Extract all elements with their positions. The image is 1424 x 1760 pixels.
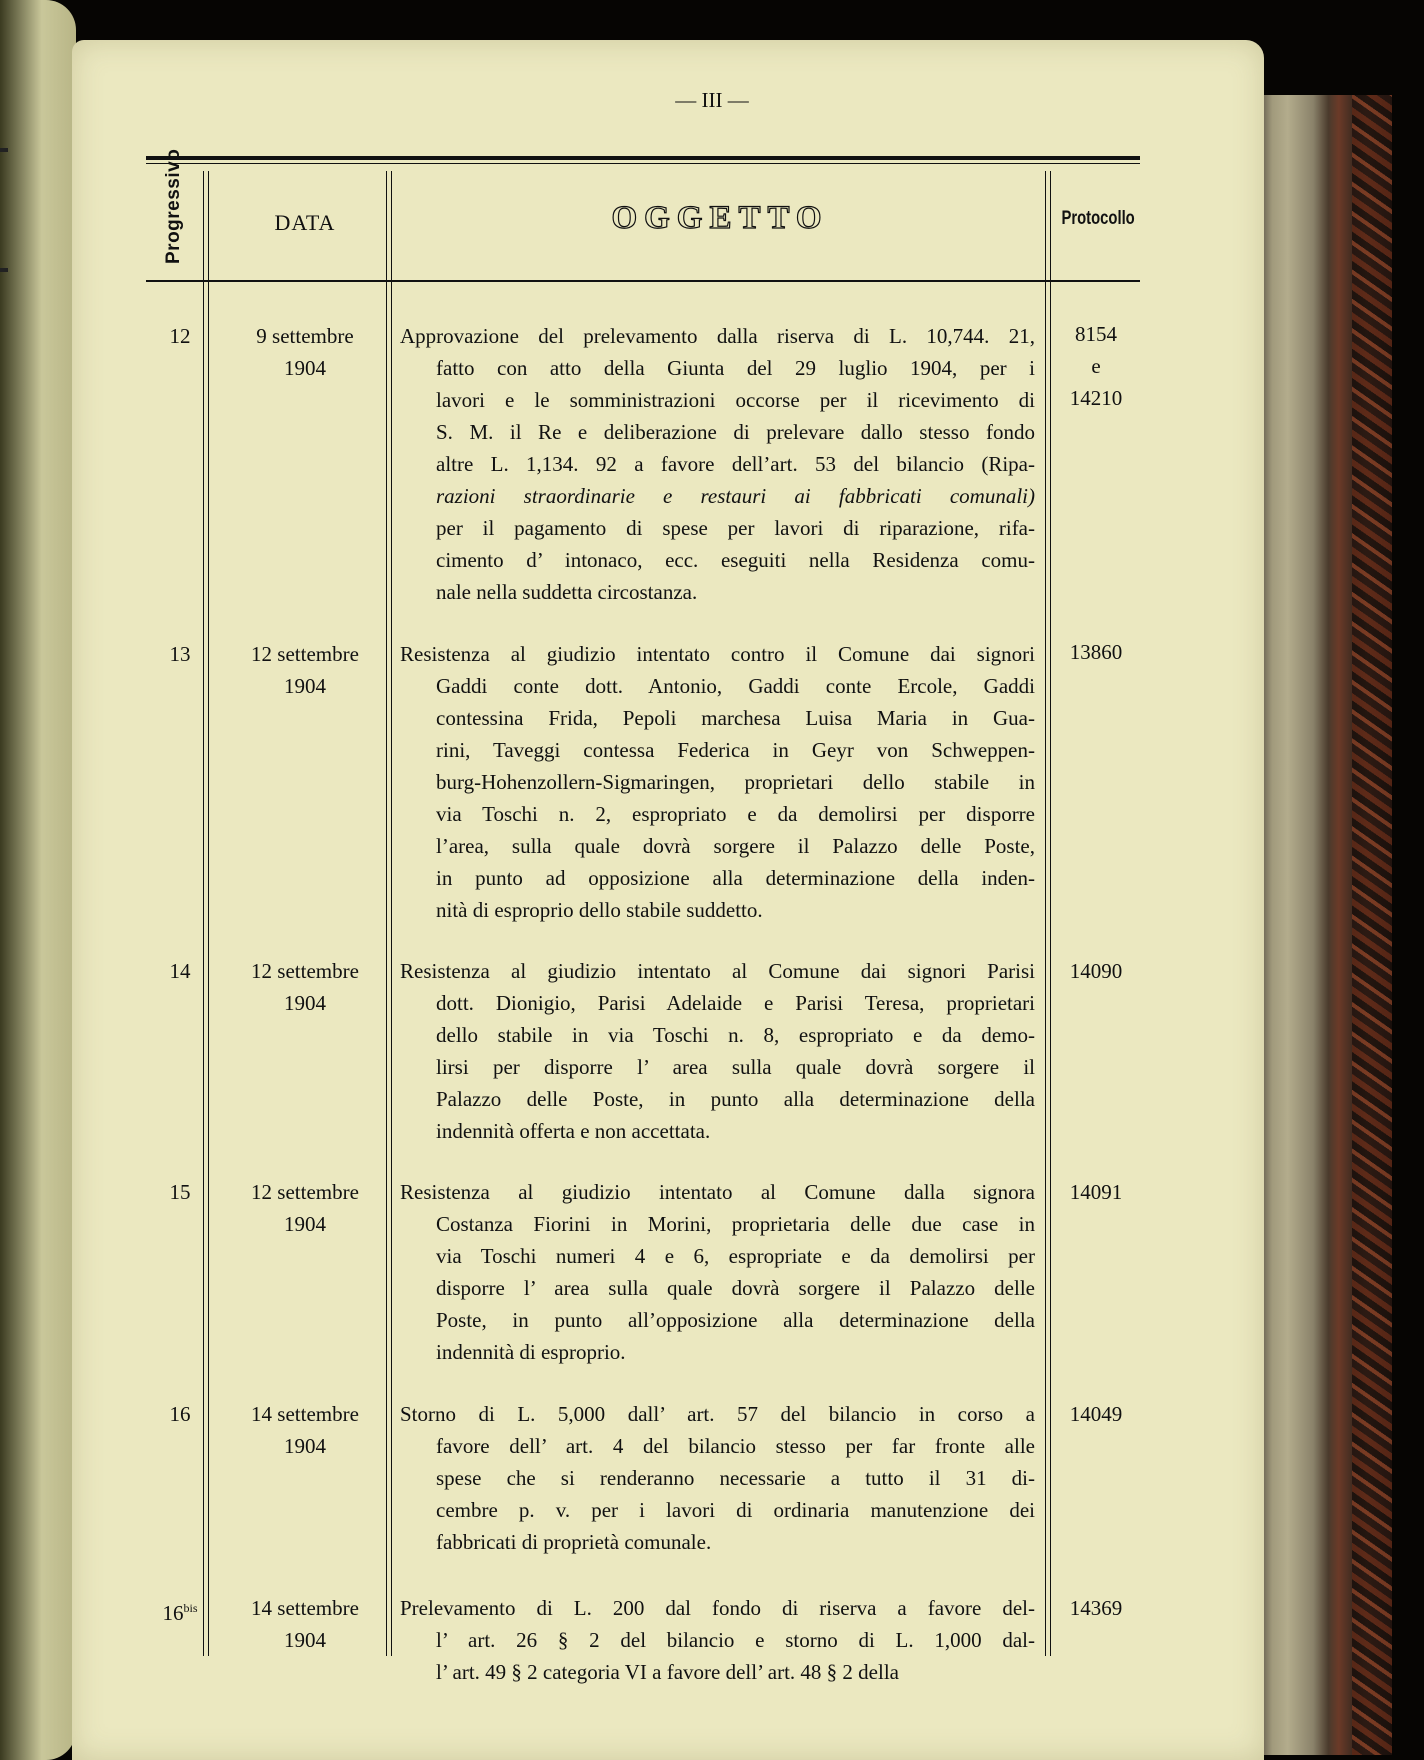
protocol-number: 14091: [1069, 1180, 1123, 1204]
object-line: per il pagamento di spese per lavori di riparazione, rifa-: [436, 516, 1035, 540]
entry-object: [400, 320, 1035, 608]
object-line: dello stabile in via Toschi n. 8, espropriato e da demo-: [436, 1023, 1035, 1047]
entry-number: 15: [169, 1180, 191, 1204]
object-line: nale nella suddetta circostanza.: [436, 580, 698, 604]
marbled-edge: [1352, 95, 1392, 1755]
entry-date: [220, 955, 390, 1019]
object-line: fabbricati di proprietà comunale.: [436, 1530, 712, 1554]
protocol-number: 14210: [1069, 386, 1123, 410]
object-line: l’ art. 26 § 2 del bilancio e storno di L. 1,000 dal-: [436, 1628, 1035, 1652]
entry-date: [220, 1398, 390, 1462]
date-year: 1904: [284, 991, 326, 1015]
entry-protocol: [1056, 1592, 1136, 1624]
date-year: 1904: [284, 1212, 326, 1236]
entry-number-main: 16: [162, 1601, 184, 1625]
object-line: via Toschi numeri 4 e 6, espropriate e da demolirsi per: [436, 1244, 1035, 1268]
header-protocollo: Protocollo: [1061, 208, 1135, 229]
object-line: S. M. il Re e deliberazione di prelevare dallo stesso fondo: [436, 420, 1035, 444]
entry-object: [400, 1592, 1035, 1688]
date-day: 14 settembre: [251, 1402, 359, 1426]
entry-protocol: [1056, 636, 1136, 668]
entry-date: [220, 638, 390, 702]
date-day: 14 settembre: [251, 1596, 359, 1620]
entry-object: [400, 1398, 1035, 1558]
entry-object: [400, 955, 1035, 1147]
entry-number: 12: [169, 324, 191, 348]
page-number: — III —: [675, 88, 749, 112]
object-line: contessina Frida, Pepoli marchesa Luisa Maria in Gua-: [436, 706, 1035, 730]
entry-object: [400, 1176, 1035, 1368]
protocol-number: 14090: [1069, 959, 1123, 983]
object-line: Resistenza al giudizio intentato contro il Comune dai signori: [400, 642, 1035, 666]
object-line: indennità offerta e non accettata.: [436, 1119, 711, 1143]
protocol-number: 14049: [1069, 1402, 1123, 1426]
header-progressivo: Progressivo: [163, 148, 184, 264]
object-line: cimento d’ intonaco, ecc. eseguiti nella Residenza comu-: [436, 548, 1035, 572]
header-top-rule-thin: [146, 163, 1140, 164]
entry-date: [220, 1176, 390, 1240]
object-line: Storno di L. 5,000 dall’ art. 57 del bilancio in corso a: [400, 1402, 1035, 1426]
object-line: Resistenza al giudizio intentato al Comune dalla signora: [400, 1180, 1035, 1204]
object-line: l’area, sulla quale dovrà sorgere il Palazzo delle Poste,: [436, 834, 1035, 858]
protocol-number: 13860: [1069, 640, 1123, 664]
entry-number: 13: [169, 642, 191, 666]
object-line: Resistenza al giudizio intentato al Comune dai signori Parisi: [400, 959, 1035, 983]
object-line: disporre l’ area sulla quale dovrà sorgere il Palazzo delle: [436, 1276, 1035, 1300]
object-line: spese che si renderanno necessarie a tutto il 31 di-: [436, 1466, 1035, 1490]
page-mark: [0, 268, 8, 272]
object-line: Approvazione del prelevamento dalla riserva di L. 10,744. 21,: [400, 324, 1035, 348]
object-line: in punto ad opposizione alla determinazione della inden-: [436, 866, 1035, 890]
object-line: favore dell’ art. 4 del bilancio stesso per far fronte alle: [436, 1434, 1035, 1458]
entry-protocol: [1056, 318, 1136, 414]
object-line: Palazzo delle Poste, in punto alla determinazione della: [436, 1087, 1035, 1111]
object-line: Gaddi conte dott. Antonio, Gaddi conte Ercole, Gaddi: [436, 674, 1035, 698]
object-line: cembre p. v. per i lavori di ordinaria manutenzione dei: [436, 1498, 1035, 1522]
entry-object: [400, 638, 1035, 926]
object-line: via Toschi n. 2, espropriato e da demolirsi per disporre: [436, 802, 1035, 826]
date-year: 1904: [284, 1628, 326, 1652]
object-line: l’ art. 49 § 2 categoria VI a favore dell’ art. 48 § 2 della: [436, 1660, 899, 1684]
entry-protocol: [1056, 1398, 1136, 1430]
entry-number: 16: [169, 1402, 191, 1426]
page-mark: [0, 148, 8, 152]
object-line: Costanza Fiorini in Morini, proprietaria delle due case in: [436, 1212, 1035, 1236]
object-line: razioni straordinarie e restauri ai fabbricati comunali): [436, 484, 1035, 508]
column-rule: [203, 171, 204, 1656]
header-bottom-rule: [146, 280, 1140, 282]
object-line: rini, Taveggi contessa Federica in Geyr von Schweppen-: [436, 738, 1035, 762]
date-day: 12 settembre: [251, 1180, 359, 1204]
entry-number-suffix: bis: [183, 1601, 198, 1615]
column-rule: [208, 171, 209, 1656]
column-rule: [391, 171, 392, 1656]
object-line: burg-Hohenzollern-Sigmaringen, proprietari dello stabile in: [436, 770, 1035, 794]
left-page-edge: [0, 0, 76, 1760]
date-year: 1904: [284, 674, 326, 698]
protocol-number: 14369: [1069, 1596, 1123, 1620]
header-top-rule: [146, 156, 1140, 160]
entry-protocol: [1056, 1176, 1136, 1208]
object-line: Poste, in punto all’opposizione alla determinazione della: [436, 1308, 1035, 1332]
protocol-conjunction: e: [1091, 354, 1101, 378]
object-line: indennità di esproprio.: [436, 1340, 626, 1364]
object-line: fatto con atto della Giunta del 29 luglio 1904, per i: [436, 356, 1035, 380]
object-line: lirsi per disporre l’ area sulla quale dovrà sorgere il: [436, 1055, 1035, 1079]
object-line: Prelevamento di L. 200 dal fondo di riserva a favore del-: [400, 1596, 1035, 1620]
date-year: 1904: [284, 356, 326, 380]
object-line: nità di esproprio dello stabile suddetto.: [436, 898, 763, 922]
object-line: altre L. 1,134. 92 a favore dell’art. 53 del bilancio (Ripa-: [436, 452, 1035, 476]
column-rule: [1045, 171, 1046, 1656]
header-oggetto: OGGETTO: [611, 200, 829, 236]
date-day: 12 settembre: [251, 959, 359, 983]
header-data: DATA: [274, 210, 336, 235]
entry-protocol: [1056, 955, 1136, 987]
object-line: lavori e le somministrazioni occorse per il ricevimento di: [436, 388, 1035, 412]
protocol-number: 8154: [1075, 322, 1117, 346]
date-year: 1904: [284, 1434, 326, 1458]
date-day: 9 settembre: [256, 324, 354, 348]
object-line: dott. Dionigio, Parisi Adelaide e Parisi Teresa, proprietari: [436, 991, 1035, 1015]
entry-number: [150, 1592, 210, 1629]
date-day: 12 settembre: [251, 642, 359, 666]
entry-number: 14: [169, 959, 191, 983]
entry-date: [220, 1592, 390, 1656]
entry-date: [220, 320, 390, 384]
column-rule: [1050, 171, 1051, 1656]
